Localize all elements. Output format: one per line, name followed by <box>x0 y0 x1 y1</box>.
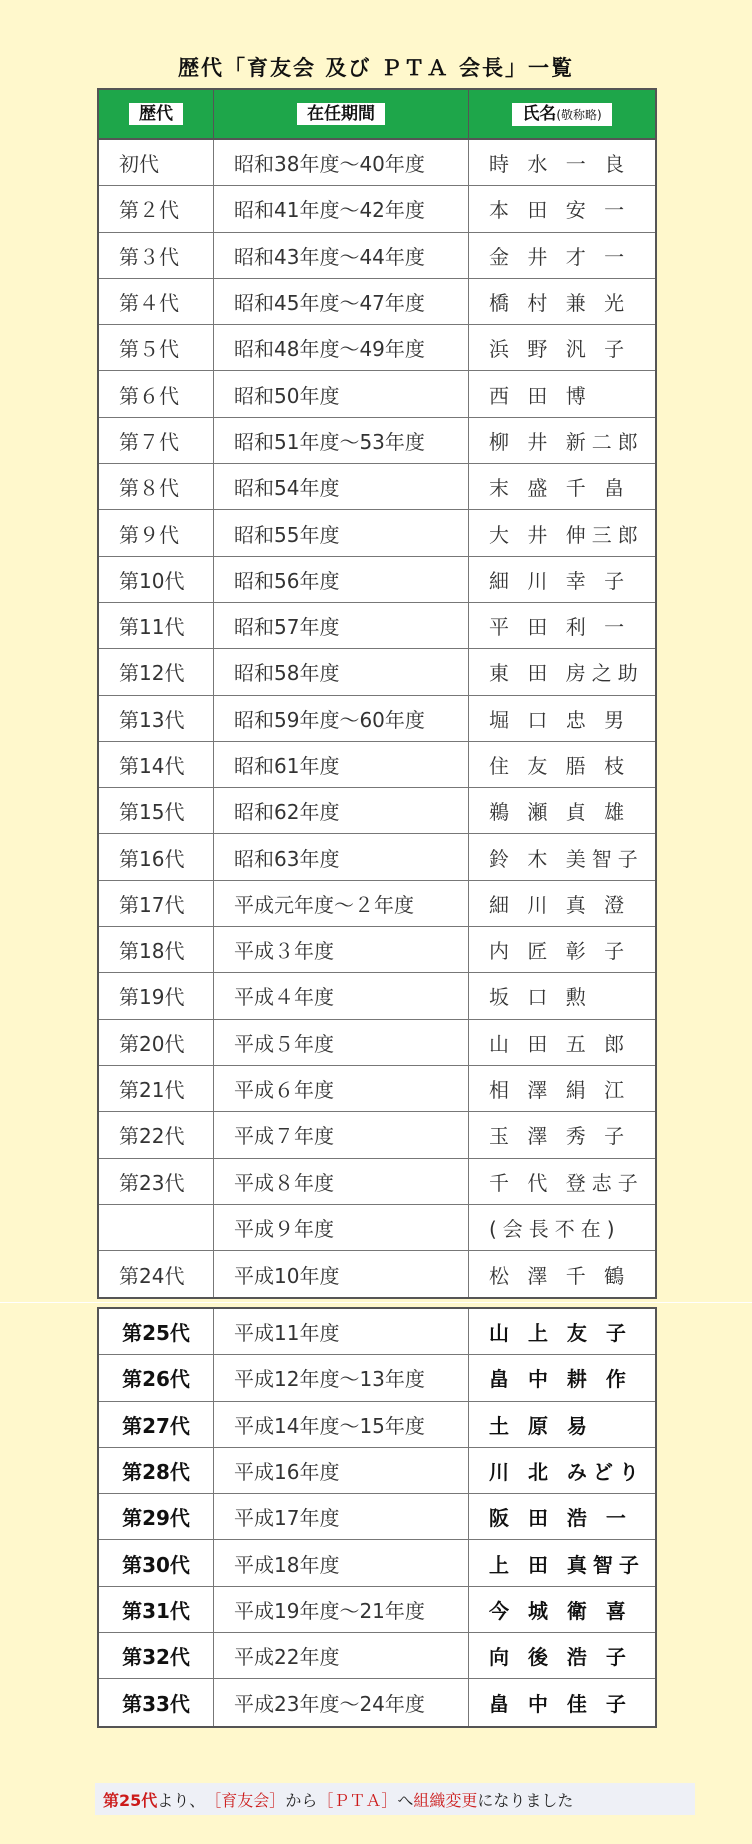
table-row <box>99 233 655 279</box>
header-name: 氏名(敬称略) <box>512 103 611 126</box>
table-row <box>99 834 655 880</box>
header-generation-cell <box>99 90 214 138</box>
generation-cell: 第３代 <box>99 233 214 278</box>
footnote-generation: 第25代 <box>103 1790 158 1810</box>
name-cell: 山 上 友 子 <box>489 1321 632 1346</box>
term-cell: 平成11年度 <box>214 1309 469 1354</box>
table-row <box>99 186 655 232</box>
term-cell: 昭和51年度～53年度 <box>214 418 469 463</box>
term-cell: 平成14年度～15年度 <box>214 1402 469 1447</box>
table-row <box>99 418 655 464</box>
term-cell: 昭和54年度 <box>214 464 469 509</box>
footnote-text-2: から <box>285 1790 318 1810</box>
term-cell: 平成18年度 <box>214 1540 469 1585</box>
page-title: 歴代「育友会 及び ＰＴＡ 会長」一覧 <box>178 56 574 80</box>
table-row <box>99 1066 655 1112</box>
term-cell: 平成17年度 <box>214 1494 469 1539</box>
table-row <box>99 1587 655 1633</box>
header-name-cell <box>469 90 655 138</box>
table-row <box>99 881 655 927</box>
generation-cell: 第９代 <box>99 510 214 555</box>
term-cell: 平成10年度 <box>214 1251 469 1297</box>
table-row <box>99 510 655 556</box>
generation-cell: 第17代 <box>99 881 214 926</box>
name-cell: 浜 野 汎 子 <box>489 337 631 362</box>
term-cell: 昭和55年度 <box>214 510 469 555</box>
name-cell: 時 水 一 良 <box>489 152 631 177</box>
name-cell: 細 川 幸 子 <box>489 568 631 593</box>
name-cell: 末 盛 千 畠 <box>489 476 631 501</box>
table-row <box>99 1205 655 1251</box>
table-row <box>99 1355 655 1401</box>
term-cell: 平成９年度 <box>214 1205 469 1250</box>
term-cell: 昭和41年度～42年度 <box>214 186 469 231</box>
generation-cell: 第31代 <box>99 1587 214 1632</box>
name-cell: 相 澤 絹 江 <box>489 1078 631 1103</box>
name-cell: 柳 井 新二郎 <box>489 429 644 454</box>
footnote-change: 組織変更 <box>413 1790 478 1810</box>
header-term-cell <box>214 90 469 138</box>
name-cell: 今 城 衛 喜 <box>489 1598 632 1623</box>
generation-cell: 第７代 <box>99 418 214 463</box>
table-row <box>99 279 655 325</box>
term-cell: 平成12年度～13年度 <box>214 1355 469 1400</box>
table-row <box>99 1448 655 1494</box>
term-cell: 昭和48年度～49年度 <box>214 325 469 370</box>
name-cell: 玉 澤 秀 子 <box>489 1124 631 1149</box>
table-row <box>99 973 655 1019</box>
term-cell: 昭和58年度 <box>214 649 469 694</box>
section-divider <box>0 1302 752 1303</box>
term-cell: 平成３年度 <box>214 927 469 972</box>
table-row <box>99 1633 655 1679</box>
term-cell: 昭和61年度 <box>214 742 469 787</box>
term-cell: 昭和63年度 <box>214 834 469 879</box>
generation-cell: 第25代 <box>99 1309 214 1354</box>
table-row <box>99 1679 655 1725</box>
table-row <box>99 788 655 834</box>
table-row <box>99 1540 655 1586</box>
term-cell: 昭和45年度～47年度 <box>214 279 469 324</box>
generation-cell: 第４代 <box>99 279 214 324</box>
table-row <box>99 1159 655 1205</box>
term-cell: 平成６年度 <box>214 1066 469 1111</box>
term-cell: 平成７年度 <box>214 1112 469 1157</box>
table-body-part1 <box>99 140 655 1297</box>
name-cell: 阪 田 浩 一 <box>489 1506 632 1531</box>
footnote-text-1: より、 <box>157 1790 206 1810</box>
table-row <box>99 1020 655 1066</box>
table-header <box>99 90 655 140</box>
generation-cell: 第20代 <box>99 1020 214 1065</box>
name-cell: 細 川 真 澄 <box>489 892 631 917</box>
generation-cell: 第22代 <box>99 1112 214 1157</box>
generation-cell: 第10代 <box>99 557 214 602</box>
table-row <box>99 1112 655 1158</box>
presidents-table-part1 <box>97 88 657 1299</box>
table-row <box>99 649 655 695</box>
generation-cell: 第19代 <box>99 973 214 1018</box>
name-cell: 畠 中 耕 作 <box>489 1367 632 1392</box>
footnote <box>95 1783 695 1815</box>
generation-cell: 第８代 <box>99 464 214 509</box>
generation-cell: 第32代 <box>99 1633 214 1678</box>
generation-cell: 第15代 <box>99 788 214 833</box>
name-cell: 鵜 瀬 貞 雄 <box>489 800 631 825</box>
table-row <box>99 464 655 510</box>
term-cell: 昭和59年度～60年度 <box>214 696 469 741</box>
generation-cell: 第18代 <box>99 927 214 972</box>
generation-cell: 第13代 <box>99 696 214 741</box>
term-cell: 平成22年度 <box>214 1633 469 1678</box>
table-row <box>99 1251 655 1297</box>
generation-cell: 第12代 <box>99 649 214 694</box>
table-row <box>99 603 655 649</box>
name-cell: 大 井 伸三郎 <box>489 522 644 547</box>
generation-cell: 第21代 <box>99 1066 214 1111</box>
generation-cell: 第27代 <box>99 1402 214 1447</box>
generation-cell: 初代 <box>99 140 214 185</box>
term-cell: 昭和43年度～44年度 <box>214 233 469 278</box>
table-row <box>99 1309 655 1355</box>
table-row <box>99 742 655 788</box>
generation-cell: 第14代 <box>99 742 214 787</box>
name-cell: 西 田 博 <box>489 383 592 408</box>
header-generation: 歴代 <box>129 103 183 125</box>
table-row <box>99 325 655 371</box>
name-cell: 平 田 利 一 <box>489 615 631 640</box>
term-cell: 昭和56年度 <box>214 557 469 602</box>
term-cell: 平成５年度 <box>214 1020 469 1065</box>
name-cell: 向 後 浩 子 <box>489 1645 632 1670</box>
generation-cell: 第26代 <box>99 1355 214 1400</box>
name-cell: 松 澤 千 鶴 <box>489 1263 631 1288</box>
footnote-text-3: へ <box>397 1790 414 1810</box>
header-term: 在任期間 <box>297 103 385 125</box>
table-row <box>99 927 655 973</box>
term-cell: 平成４年度 <box>214 973 469 1018</box>
generation-cell: 第11代 <box>99 603 214 648</box>
term-cell: 平成19年度～21年度 <box>214 1587 469 1632</box>
name-cell: 畠 中 佳 子 <box>489 1692 632 1717</box>
generation-cell <box>99 1205 214 1250</box>
name-cell: 住 友 䏸 枝 <box>489 754 631 778</box>
name-cell: 川 北 みどり <box>489 1460 645 1485</box>
term-cell: 昭和62年度 <box>214 788 469 833</box>
generation-cell: 第30代 <box>99 1540 214 1585</box>
name-cell: 土 原 易 <box>489 1413 593 1438</box>
footnote-new-org: ［ＰＴＡ］ <box>317 1790 398 1810</box>
name-cell: 千 代 登志子 <box>489 1170 644 1195</box>
term-cell: 昭和57年度 <box>214 603 469 648</box>
generation-cell: 第６代 <box>99 371 214 416</box>
footnote-old-org: ［育友会］ <box>205 1790 286 1810</box>
generation-cell: 第２代 <box>99 186 214 231</box>
presidents-table-part2 <box>97 1307 657 1728</box>
name-cell: 金 井 才 一 <box>489 244 631 269</box>
table-row <box>99 1402 655 1448</box>
term-cell: 平成８年度 <box>214 1159 469 1204</box>
footnote-text-4: になりました <box>477 1790 574 1810</box>
term-cell: 平成元年度～２年度 <box>214 881 469 926</box>
generation-cell: 第33代 <box>99 1679 214 1725</box>
generation-cell: 第５代 <box>99 325 214 370</box>
table-body-part2 <box>99 1309 655 1726</box>
name-cell: 上 田 真智子 <box>489 1552 645 1577</box>
generation-cell: 第16代 <box>99 834 214 879</box>
table-row <box>99 696 655 742</box>
table-row <box>99 140 655 186</box>
name-cell: 橋 村 兼 光 <box>489 291 631 316</box>
name-cell: 山 田 五 郎 <box>489 1031 631 1056</box>
generation-cell: 第24代 <box>99 1251 214 1297</box>
name-cell: 坂 口 勲 <box>489 985 592 1010</box>
name-cell: (会長不在) <box>489 1216 621 1241</box>
name-cell: 鈴 木 美智子 <box>489 846 644 871</box>
table-row <box>99 371 655 417</box>
table-row <box>99 557 655 603</box>
name-cell: 東 田 房之助 <box>489 661 644 686</box>
name-cell: 内 匠 彰 子 <box>489 939 631 964</box>
table-row <box>99 1494 655 1540</box>
generation-cell: 第29代 <box>99 1494 214 1539</box>
generation-cell: 第28代 <box>99 1448 214 1493</box>
term-cell: 昭和50年度 <box>214 371 469 416</box>
term-cell: 平成16年度 <box>214 1448 469 1493</box>
term-cell: 平成23年度～24年度 <box>214 1679 469 1725</box>
name-cell: 本 田 安 一 <box>489 198 631 223</box>
term-cell: 昭和38年度～40年度 <box>214 140 469 185</box>
generation-cell: 第23代 <box>99 1159 214 1204</box>
name-cell: 堀 口 忠 男 <box>489 707 631 732</box>
